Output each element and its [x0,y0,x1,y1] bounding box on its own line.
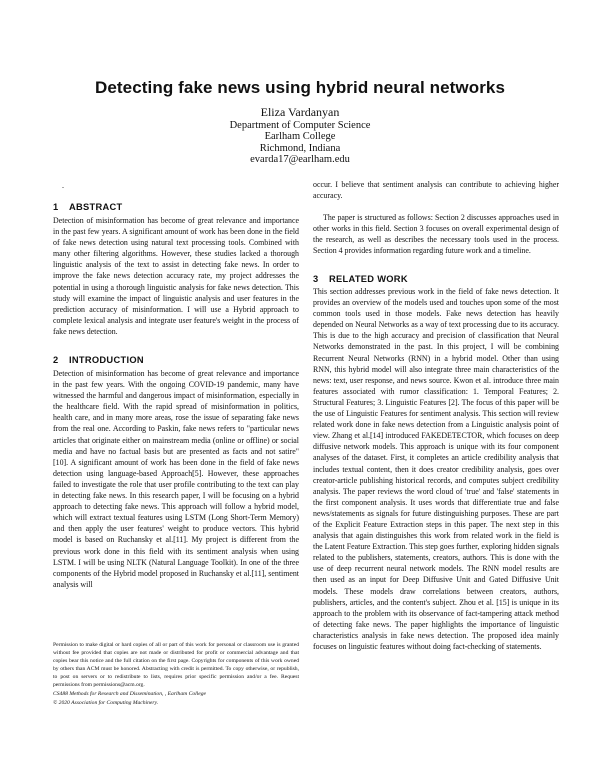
section-title: ABSTRACT [69,202,123,212]
author-block [0,107,600,166]
introduction-paragraph: Detection of misinformation has become of great relevance and importance in the past few years. With the ongoing COVID-19 pandemic, many have witnessed the harmful and dangerous impact of misinformation, especially in the healthcare field. With the rapid spread of misinformation in politics, health care, and in many more areas, rose the issue of separating fake news from the real one. According to Paskin, fake news refers to "particular news articles that originate either on mainstream media (online or offline) or social media and have no factual basis but are presented as facts and not satire" [10]. A significant amount of work has been done in the field of fake news detection using language-based Approach[5]. However, these approaches failed to investigate the role that user profile contributing to the text can play in detecting fake news. In this research paper, I will be focusing on a hybrid approach to detecting fake news. This approach will follow a hybrid model, which will extract textual features using LSTM (Long Short-Term Memory) and then apply the user features' weight to produce vectors. This hybrid model is based on Ruchansky et al.[11]. My project is different from the previous work done in this field with its sentiment analysis when using LSTM. I will be using NLTK (Natural Language Toolkit). In one of the three components of the Hybrid model proposed in Ruchansky et al.[11], sentiment analysis will [53,369,299,589]
section-heading-introduction [53,355,144,366]
author-email: evarda17@earlham.edu [250,154,350,166]
author-department: Department of Computer Science [229,119,371,131]
section-heading-related-work [313,274,408,285]
stray-marker: . [62,181,64,190]
related-work-paragraph: This section addresses previous work in the field of fake news detection. It provides an overview of the models used and touches upon some of the most common tools used in those models. Fake news detection has heavily depended on Neural Networks as a way of text processing due to its accuracy. This is due to the high accuracy and precision of classification that Neural Networks demonstrated in the past. In this project, I will be combining Recurrent Neural Networks (RNN) in a hybrid model. Other than using RNN, this hybrid model will also integrate three main characteristics of the news: text, user response, and news source. Kwon et al. introduce three main features associated with rumor classification: 1. Temporal Features; 2. Structural Features; 3. Linguistic Features [2]. The focus of this paper will be the use of Linguistic Features for sentiment analysis. This section will review related work done in fake news detection from a Linguistic analysis point of view. Zhang et al.[14] introduced FAKEDETECTOR, which focuses on deep diffusive network models. This approach is unique with its four component analyses of the dataset. First, it completes an article credibility analysis that includes textual content, then it does creator credibility analysis, goes over creator-article publishing historical records, and computes subject credibility analysis. The paper reviews the word cloud of 'true' and 'false' statements in the first component analysis. It uses words that differentiate true and false news/statements as signals for future distinguishing purposes. These are part of the Explicit Feature Extraction steps in this paper. The next step in this analysis that again distinguishes this work from related work in the field is the Latent Feature Extraction. This step goes further, exploring hidden signals related to the publishers, statements, creators, authors. This is done with the use of deep recurrent neural network models. The RNN model results are then used as an input for Deep Diffusive Unit and Gated Diffusive Unit models. These models draw correlations between creators, authors, publishers, articles, and the content's subject. Zhou et al. [15] is unique in its approach to the problem with its observance of fact-tampering attack method of detecting fake news. The paper highlights the importance of linguistic characteristics analysis in fake news detection. The proposed idea mainly focuses on linguistic features without doing fact-checking of statements. [313,287,559,651]
copyright-line: © 2020 Association for Computing Machinery. [53,700,159,706]
author-location: Richmond, Indiana [259,142,341,154]
section-heading-abstract [53,202,123,213]
introduction-continued-paragraph: occur. I believe that sentiment analysis can contribute to achieving higher accuracy. [313,180,559,201]
author-institution: Earlham College [264,131,336,143]
section-number: 2 [53,355,59,365]
copyright-footnote [53,641,299,707]
paper-structure-paragraph: The paper is structured as follows: Section 2 discusses approaches used in other works in this field. Section 3 focuses on overall experimental design of the research, as well as describes the necessary tools used in the process. Section 4 provides information regarding future work and a timeline. [313,213,559,256]
section-title: INTRODUCTION [69,355,144,365]
permission-notice: Permission to make digital or hard copies of all or part of this work for personal or classroom use is granted without fee provided that copies are not made or distributed for profit or commercial advantage and that copies bear this notice and the full citation on the first page. Copyrights for components of this work owned by others than ACM must be honored. Abstracting with credit is permitted. To copy otherwise, or republish, to post on servers or to redistribute to lists, requires prior specific permission and/or a fee. Request permissions from permissions@acm.org. [53,642,299,688]
section-title: RELATED WORK [329,274,408,284]
section-number: 1 [53,202,59,212]
abstract-paragraph: Detection of misinformation has become of great relevance and importance in the past few years. A significant amount of work has been done in the field of fake news detection using natural text processing tools. Combined with many other filtering algorithms. However, these studies lacked a thorough linguistic analysis of the text to assist in detecting fake news. In order to improve the fake news detection accuracy rate, my project addresses the potential in using a thorough linguistic analysis for fake news detection. This study will examine the impact of linguistic analysis and user features in the prediction accuracy of misinformation. I will use a Hybrid approach to complete lexical analysis and integrate user feature's weight in the process of fake news detection. [53,216,299,336]
section-number: 3 [313,274,319,284]
paper-title: Detecting fake news using hybrid neural networks [94,78,506,97]
venue-line: CS488 Methods for Research and Dissemination, , Earlham College [53,691,206,697]
author-name: Eliza Vardanyan [260,105,340,119]
